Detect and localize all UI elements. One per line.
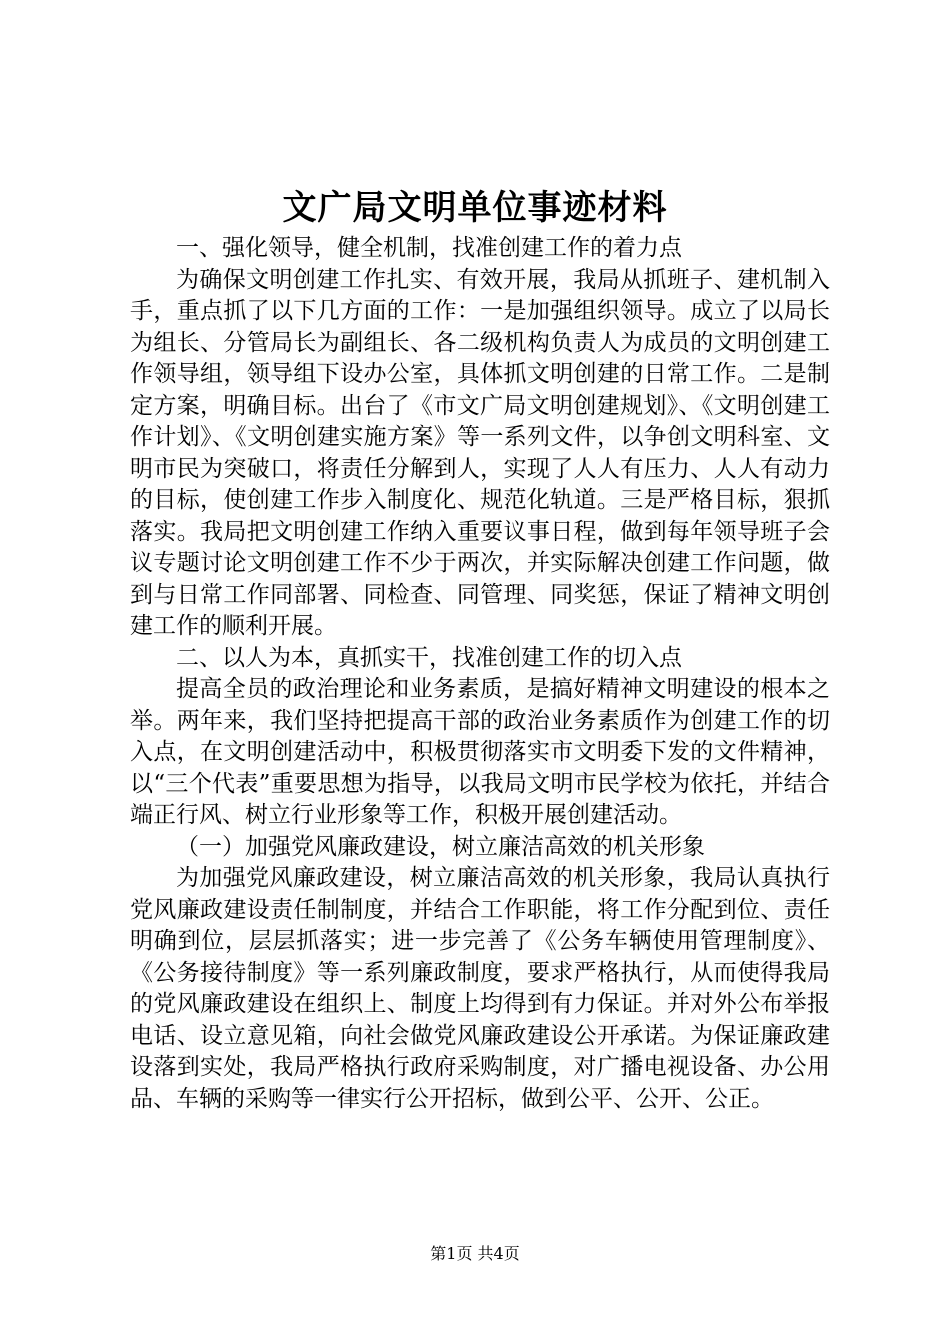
document-title: 文广局文明单位事迹材料 bbox=[282, 188, 668, 228]
page-number-footer: 第1页 共4页 bbox=[430, 1244, 520, 1263]
document-body bbox=[130, 233, 830, 1115]
body-paragraph-3: 为加强党风廉政建设，树立廉洁高效的机关形象，我局认真执行党风廉政建设责任制制度，并结合工作职能，将工作分配到位、责任明确到位，层层抓落实；进一步完善了《公务车辆使用管理制度》、《公务接待制度》等一系列廉政制度，要求严格执行，从而使得我局的党风廉政建设在组织上、制度上均得到有力保证。并对外公布举报电话、设立意见箱，向社会做党风廉政建设公开承诺。为保证廉政建设落到实处，我局严格执行政府采购制度，对广播电视设备、办公用品、车辆的采购等一律实行公开招标，做到公平、公开、公正。 bbox=[130, 865, 830, 1112]
section-heading-1: 一、强化领导，健全机制，找准创建工作的着力点 bbox=[176, 235, 682, 261]
section-heading-2: 二、以人为本，真抓实干，找准创建工作的切入点 bbox=[176, 644, 682, 671]
body-paragraph-2: 提高全员的政治理论和业务素质，是搞好精神文明建设的根本之举。两年来，我们坚持把提高干部的政治业务素质作为创建工作的切入点，在文明创建活动中，积极贯彻落实市文明委下发的文件精神，以“三个代表”重要思想为指导，以我局文明市民学校为依托，并结合端正行风、树立行业形象等工作，积极开展创建活动。 bbox=[130, 676, 830, 828]
subsection-heading-1: （一）加强党风廉政建设，树立廉洁高效的机关形象 bbox=[176, 833, 705, 860]
body-paragraph-1: 为确保文明创建工作扎实、有效开展，我局从抓班子、建机制入手，重点抓了以下几方面的工作：一是加强组织领导。成立了以局长为组长、分管局长为副组长、各二级机构负责人为成员的文明创建工作领导组，领导组下设办公室，具体抓文明创建的日常工作。二是制定方案，明确目标。出台了《市文广局文明创建规划》、《文明创建工作计划》、《文明创建实施方案》等一系列文件，以争创文明科室、文明市民为突破口，将责任分解到人，实现了人人有压力、人人有动力的目标，使创建工作步入制度化、规范化轨道。三是严格目标，狠抓落实。我局把文明创建工作纳入重要议事日程，做到每年领导班子会议专题讨论文明创建工作不少于两次，并实际解决创建工作问题，做到与日常工作同部署、同检查、同管理、同奖惩，保证了精神文明创建工作的顺利开展。 bbox=[130, 266, 830, 639]
